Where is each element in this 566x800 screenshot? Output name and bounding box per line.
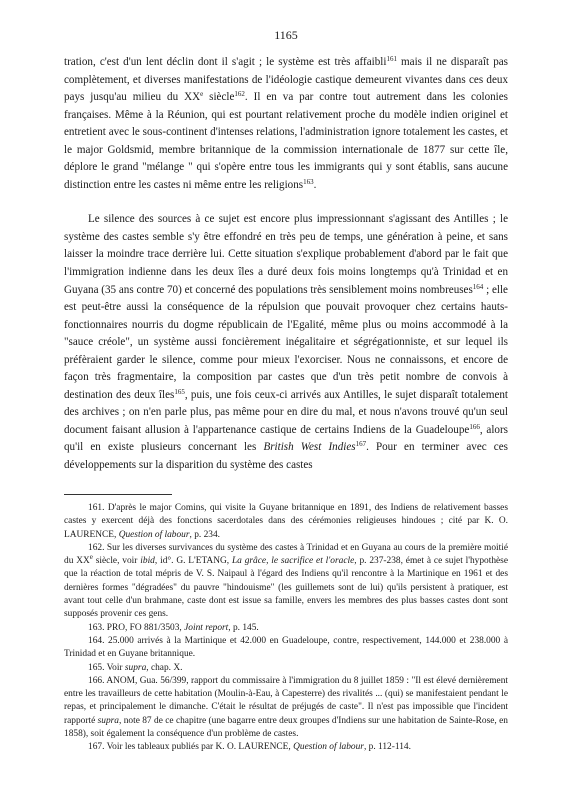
text-run: mais il ne disparaît pas complètement, et diverses manifestations de l'idéologie castique demeurent vivantes dans ces deux pays jusqu'au milieu du XX	[64, 56, 508, 104]
footnote	[64, 741, 508, 754]
footnote	[64, 542, 508, 622]
note-marker: 162	[234, 90, 245, 99]
main-text	[64, 54, 508, 475]
text-run: , note 87 de ce chapitre (une bagarre entre deux groupes d'Indiens sur une habitation de Sainte-Rose, en 1858), soit également la conséquence d'un problème de castes.	[64, 715, 508, 740]
text-run: 164. 25.000 arrivés à la Martinique et 42.000 en Guadeloupe, contre, respectivement, 144.000 et 238.000 à Trinidad et en Guyane britannique.	[64, 635, 508, 660]
paragraph	[64, 54, 508, 194]
text-run: ; elle est peut-être aussi la conséquence de la répulsion que pouvait provoquer chez certains hauts-fonctionnaires nourris du dogme républicain de l'Egalité, même plus ou moins accommodé à la "sauce créole", un système aussi foncièrement inégalitaire et ségrégationniste, et sur lequel ils préfèraient garder le silence, comme pour mieux l'exorciser. Nous ne connaissons, et encore de façon très fragmentaire, la composition par castes que d'un très petit nombre de convois à destination des deux îles	[64, 283, 508, 401]
text-run: , p. 145.	[228, 622, 259, 633]
note-marker: 161	[386, 55, 397, 63]
text-run: 162. Sur les diverses survivances du système des castes à Trinidad et en Guyana au cours de la première moitié du XX	[64, 542, 508, 567]
text-run: siècle	[203, 91, 235, 104]
text-run: 161. D'après le major Comins, qui visite la Guyane britannique en 1891, des Indiens de relativement basses castes y exercent déjà des fonctions sacerdotales dans des cérémonies religieuses hindoues ; cité par K. O. LAURENCE,	[64, 503, 508, 540]
note-marker: 165	[174, 387, 185, 396]
italic-text: ibid	[140, 556, 155, 567]
note-marker: e	[200, 90, 204, 99]
italic-text: Question of labour	[118, 529, 190, 540]
text-run: . Il en va par contre tout autrement dans les colonies françaises. Même à la Réunion, qui est pourtant relativement proche du modèle indien originel et entretient avec le sous-continent d'intenses relations, l'administration ignore totalement les castes, et le major Goldsmid, membre britannique de la commission internationale de 1877 sur cette île, déplore le grand "mélange " qui s'opère entre tous les immigrants qui y sont établis, sans aucune distinction entre les castes ni même entre les religions	[64, 91, 508, 191]
text-run: , p. 234.	[189, 529, 220, 540]
footnote	[64, 502, 508, 542]
italic-text: Question of labour	[293, 742, 364, 753]
text-run: 165. Voir	[88, 662, 125, 673]
note-marker: 166	[469, 422, 480, 431]
text-run: siècle, voir	[92, 556, 141, 567]
note-marker: 167	[355, 440, 367, 449]
text-run: .	[313, 178, 317, 191]
italic-text: British West Indies	[263, 441, 356, 454]
text-run: , puis, une fois ceux-ci arrivés aux Antilles, le sujet disparaît totalement des archives ; on n'en parle plus, pas même pour en dire du mal, et nous n'avons trouvé qu'un seul document faisant allusion à l'appartenance castique de certains Indiens de la Guadeloupe	[64, 388, 508, 436]
footnote	[64, 675, 508, 741]
footnote	[64, 662, 508, 675]
text-run: , p. 112-114.	[363, 742, 411, 753]
footnote	[64, 622, 508, 635]
document-page	[64, 0, 508, 800]
note-marker: 164	[472, 282, 484, 291]
text-run: tration, c'est d'un lent déclin dont il s'agit ; le système est très affaibli	[64, 56, 387, 68]
footnotes	[64, 502, 508, 755]
text-run: , chap. X.	[146, 662, 183, 673]
note-marker: 163	[303, 177, 314, 186]
text-run: , alors qu'il en existe plusieurs concernant les	[64, 423, 508, 454]
italic-text: Joint report	[184, 622, 229, 633]
text-run: , id°. G. L'ETANG,	[154, 556, 232, 567]
text-run: 166. ANOM, Gua. 56/399, rapport du commissaire à l'immigration du 8 juillet 1859 : "Il est élevé dernièrement entre les travailleurs de cette habitation (Moulin-à-Eau, à Capesterre) des rivalités ... (qui) se manifestaient pendant le repas, et principalement le dimanche. C'était le résultat de préjugés de caste". Il n'est pas impossible que l'incident rapporté	[64, 675, 508, 726]
text-run: , p. 237-238, émet à ce sujet l'hypothèse que la réaction de total mépris de V. S. Naipaul à l'égard des Indiens qu'il rencontre à la Martinique en 1961 et des dernières formes "dégradées" du pauvre "hindouisme" (les guillemets sont de lui) qu'ils persistent à pratiquer, est avant tout celle d'un brahmane, caste dont est issue sa famille, envers les membres des plus basses castes dont sont supposés provenir ces gens.	[64, 556, 508, 620]
page-number: 1165	[274, 28, 298, 42]
text-run: 163. PRO, FO 881/3503,	[88, 622, 185, 633]
italic-text: supra	[124, 662, 147, 673]
italic-text: supra	[97, 715, 119, 726]
footnote-separator	[64, 494, 172, 495]
text-run: Le silence des sources à ce sujet est encore plus impressionnant s'agissant des Antilles ; le système des castes semble s'y être effondré en très peu de temps, une génération à peine, et sans laisser la moindre trace derrière lui. Cette situation s'explique probablement d'abord par le fait que l'immigration indienne dans les deux îles a duré deux fois moins longtemps qu'à Trinidad et en Guyana (35 ans contre 70) et concerné des populations très sensiblement moins nombreuses	[64, 213, 508, 296]
note-marker: e	[89, 553, 93, 562]
text-run: . Pour en terminer avec ces développements sur la disparition du système des castes	[64, 441, 508, 472]
paragraph	[64, 211, 508, 474]
text-run: 167. Voir les tableaux publiés par K. O. LAURENCE,	[88, 742, 294, 753]
italic-text: La grâce, le sacrifice et l'oracle	[231, 556, 355, 567]
footnote	[64, 635, 508, 662]
